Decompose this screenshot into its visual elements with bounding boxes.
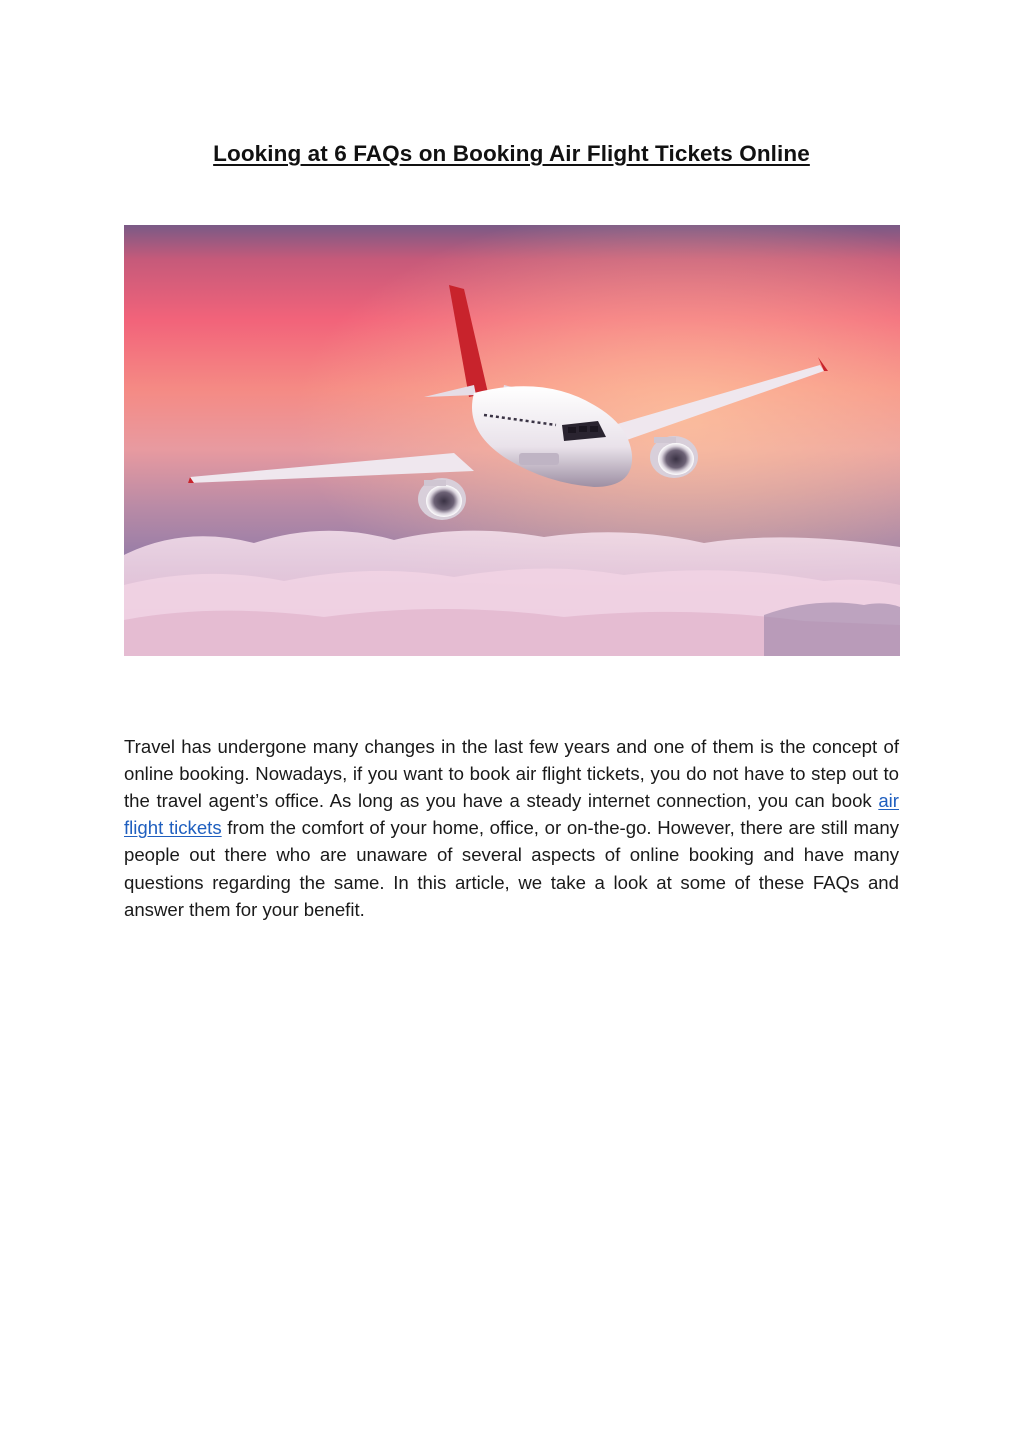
intro-paragraph [124,733,899,923]
air-flight-tickets-link[interactable]: air flight tickets [124,790,899,839]
intro-text-after-link: from the comfort of your home, office, or on-the-go. However, there are still many people out there who are unaware of several aspects of online booking and have many questions regarding the same. In this article, we take a look at some of these FAQs and answer them for your benefit. [124,817,899,920]
intro-text-before-link: Travel has undergone many changes in the last few years and one of them is the concept of online booking. Nowadays, if you want to book air flight tickets, you do not have to step out to the travel agent’s office. As long as you have a steady internet connection, you can book [124,735,899,811]
airplane-hero-image [124,225,900,656]
page-title: Looking at 6 FAQs on Booking Air Flight Tickets Online [213,141,810,167]
airplane-over-clouds-photo [124,225,900,656]
